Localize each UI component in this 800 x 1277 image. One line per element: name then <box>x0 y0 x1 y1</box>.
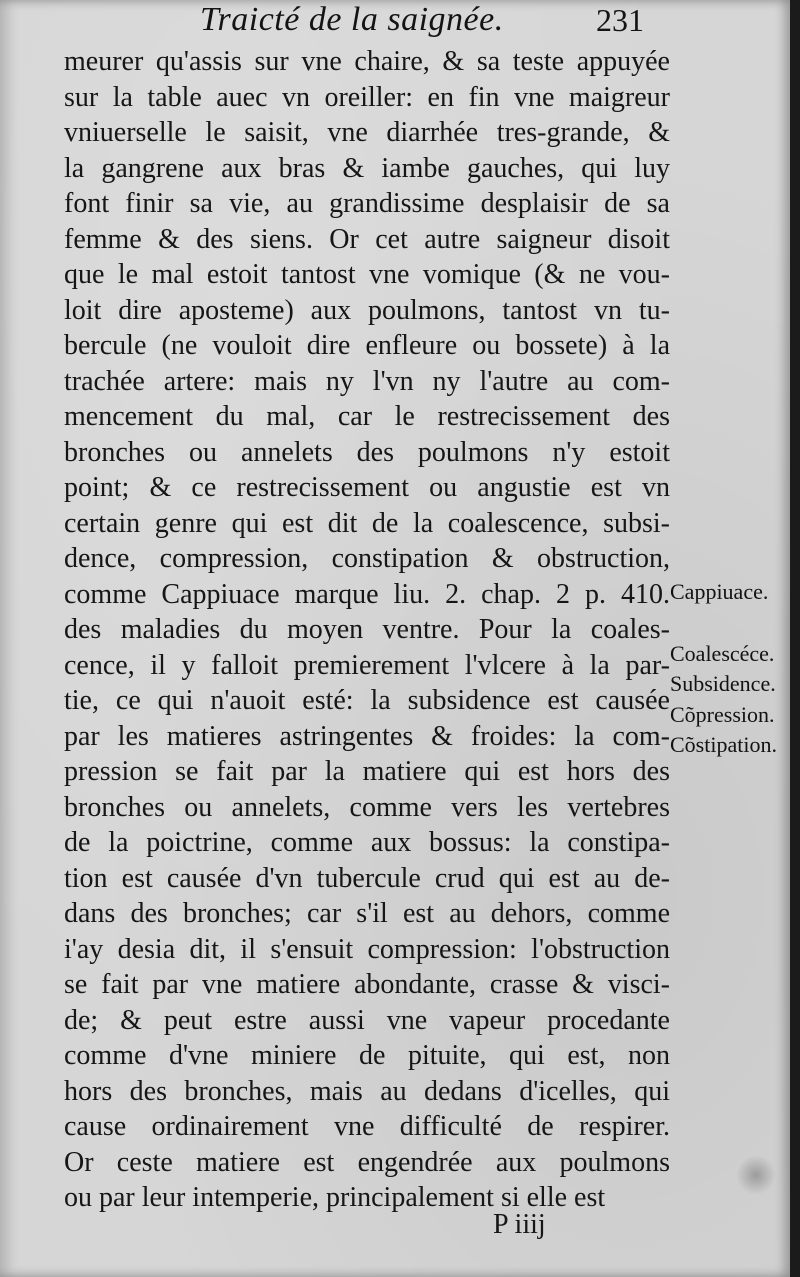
text-line: bercule (ne vouloit dire enfleure ou bossete) à la <box>64 330 670 361</box>
page-number: 231 <box>596 2 644 38</box>
body-text <box>64 44 670 1216</box>
text-line: tie, ce qui n'auoit esté: la subsidence est causée <box>64 685 670 716</box>
text-line: que le mal estoit tantost vne vomique (& ne vou- <box>64 259 670 290</box>
text-line: bronches ou annelets des poulmons n'y estoit <box>64 436 670 468</box>
text-line: comme Cappiuace marque liu. 2. chap. 2 p. 410. <box>64 578 670 610</box>
text-line: dans des bronches; car s'il est au dehors, comme <box>64 898 670 929</box>
text-line: cence, il y falloit premierement l'vlcere à la par- <box>64 649 670 681</box>
text-line: comme d'vne miniere de pituite, qui est, non <box>64 1040 670 1071</box>
margin-note: Cappiuace. <box>670 579 769 604</box>
text-line: loit dire aposteme) aux poulmons, tantost vn tu- <box>64 294 670 326</box>
margin-note: Coalescéce. <box>670 641 775 666</box>
margin-note: Subsidence. <box>670 671 776 696</box>
text-line: trachée artere: mais ny l'vn ny l'autre au com- <box>64 365 670 397</box>
text-line: cause ordinairement vne difficulté de respirer. <box>64 1111 670 1142</box>
text-line: vniuerselle le saisit, vne diarrhée tres-grande, & <box>64 117 670 148</box>
text-line: bronches ou annelets, comme vers les vertebres <box>64 791 670 823</box>
text-line: ou par leur intemperie, principalement si elle est <box>64 1182 606 1213</box>
text-line: font finir sa vie, au grandissime desplaisir de sa <box>64 188 670 219</box>
text-line: femme & des siens. Or cet autre saigneur disoit <box>64 223 670 255</box>
text-line: dence, compression, constipation & obstruction, <box>64 543 670 574</box>
text-line: des maladies du moyen ventre. Pour la coales- <box>64 614 670 645</box>
text-line: la gangrene aux bras & iambe gauches, qui luy <box>64 152 670 184</box>
text-line: i'ay desia dit, il s'ensuit compression: l'obstruction <box>64 933 670 965</box>
text-line: par les matieres astringentes & froides: la com- <box>64 720 670 752</box>
text-line: mencement du mal, car le restrecissement des <box>64 401 670 432</box>
text-line: pression se fait par la matiere qui est hors des <box>64 756 670 787</box>
text-line: Or ceste matiere est engendrée aux poulmons <box>64 1146 670 1178</box>
signature-mark: P iiij <box>493 1209 546 1240</box>
text-line: certain genre qui est dit de la coalescence, subsi- <box>64 507 670 539</box>
text-line: se fait par vne matiere abondante, crasse & visci- <box>64 969 670 1000</box>
text-line: point; & ce restrecissement ou angustie est vn <box>64 472 670 503</box>
text-line: tion est causée d'vn tubercule crud qui est au de- <box>64 862 670 894</box>
text-line: de; & peut estre aussi vne vapeur procedante <box>64 1004 670 1036</box>
running-title: Traicté de la saignée. <box>200 1 504 38</box>
margin-note: Cõpression. <box>670 702 775 727</box>
text-line: hors des bronches, mais au dedans d'icelles, qui <box>64 1075 670 1107</box>
paper-stain <box>736 1155 776 1195</box>
margin-note: Cõstipation. <box>670 732 777 757</box>
text-line: sur la table auec vn oreiller: en fin vne maigreur <box>64 81 670 113</box>
text-line: meurer qu'assis sur vne chaire, & sa teste appuyée <box>64 46 670 77</box>
text-line: de la poictrine, comme aux bossus: la constipa- <box>64 827 670 858</box>
